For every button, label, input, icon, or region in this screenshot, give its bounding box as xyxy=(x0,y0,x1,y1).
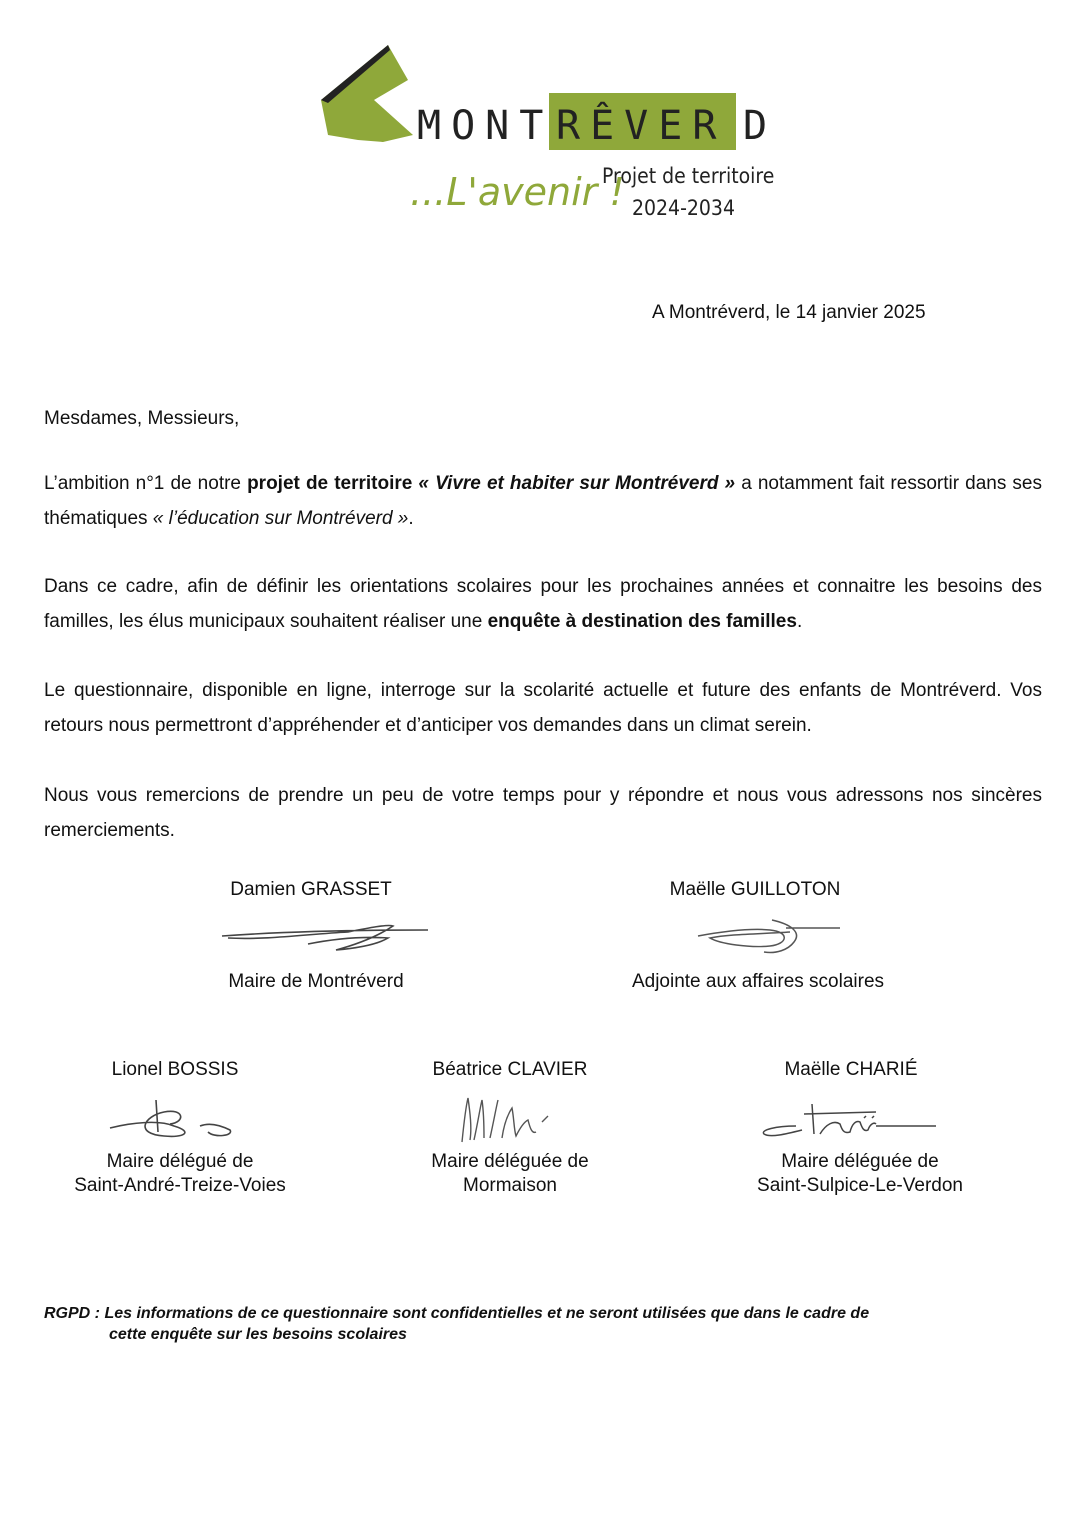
paragraph-4: Nous vous remercions de prendre un peu de votre temps pour y répondre et nous vous adressons nos sincères remerciements. xyxy=(44,785,1042,841)
signature-bossis xyxy=(104,1092,244,1144)
signatory-title-guilloton: Adjointe aux affaires scolaires xyxy=(631,971,885,992)
signature-grasset xyxy=(218,910,438,960)
signatory-name-grasset: Damien GRASSET xyxy=(230,879,392,900)
signatory-name-charie: Maëlle CHARIÉ xyxy=(784,1059,918,1080)
signatory-title1-clavier: Maire déléguée de xyxy=(431,1151,589,1172)
p1-bold-italic-1: « Vivre et habiter sur Montréverd » xyxy=(412,473,736,494)
logo-word-right: D xyxy=(743,103,768,149)
logo-word-left: MONT xyxy=(417,103,554,149)
p1-italic-1: « l’éducation sur Montréverd » xyxy=(152,507,409,529)
signatory-title2-bossis: Saint-André-Treize-Voies xyxy=(74,1175,286,1196)
signatory-title1-charie: Maire déléguée de xyxy=(781,1151,939,1172)
p2-text-2: . xyxy=(796,610,803,632)
signatory-title-bossis xyxy=(60,1150,300,1198)
signatory-name-clavier: Béatrice CLAVIER xyxy=(432,1059,588,1080)
p2-bold-1: enquête à destination des familles xyxy=(487,610,797,632)
signatory-title1-bossis: Maire délégué de xyxy=(106,1151,254,1172)
p2-text-1: Dans ce cadre, afin de définir les orientations scolaires pour les prochaines années et connaitre les besoins des familles, les élus municipaux souhaitent réaliser une xyxy=(44,576,1042,632)
logo-project-line1: Projet de territoire xyxy=(602,164,775,188)
paragraph-3: Le questionnaire, disponible en ligne, interroge sur la scolarité actuelle et future des enfants de Montréverd. Vos retours nous permettront d’appréhender et d’anticiper vos demandes dans un climat serein. xyxy=(44,680,1042,736)
p1-text-2: a notamment fait ressortir dans ses thématiques xyxy=(44,473,1042,529)
paragraph-1 xyxy=(44,467,1042,536)
montreverd-logo xyxy=(318,40,788,240)
p1-bold-1: projet de territoire xyxy=(247,473,413,494)
signatory-title2-clavier: Mormaison xyxy=(463,1175,557,1196)
rgpd-notice xyxy=(44,1303,1024,1345)
p1-text-3: . xyxy=(408,507,414,529)
rgpd-line-2: cette enquête sur les besoins scolaires xyxy=(109,1326,407,1343)
p1-text-1: L’ambition n°1 de notre xyxy=(44,473,248,494)
signatory-title-clavier xyxy=(390,1150,630,1198)
signatory-title-grasset: Maire de Montréverd xyxy=(228,971,404,992)
date-line: A Montréverd, le 14 janvier 2025 xyxy=(652,302,926,323)
logo-word-highlight: RÊVER xyxy=(556,103,727,149)
signatory-title2-charie: Saint-Sulpice-Le-Verdon xyxy=(757,1175,963,1196)
greeting: Mesdames, Messieurs, xyxy=(44,408,240,429)
signature-clavier xyxy=(450,1092,570,1148)
signature-charie xyxy=(756,1094,946,1144)
signatory-title-charie xyxy=(730,1150,990,1198)
signatory-name-guilloton: Maëlle GUILLOTON xyxy=(669,879,841,900)
rgpd-line-1: RGPD : Les informations de ce questionnaire sont confidentielles et ne seront utilisées que dans le cadre de xyxy=(44,1305,870,1322)
signatory-name-bossis: Lionel BOSSIS xyxy=(111,1059,239,1080)
paragraph-2 xyxy=(44,570,1042,639)
logo-tagline: ...L'avenir ! xyxy=(410,170,625,214)
logo-project-line2: 2024-2034 xyxy=(632,196,735,220)
signature-guilloton xyxy=(690,912,850,962)
